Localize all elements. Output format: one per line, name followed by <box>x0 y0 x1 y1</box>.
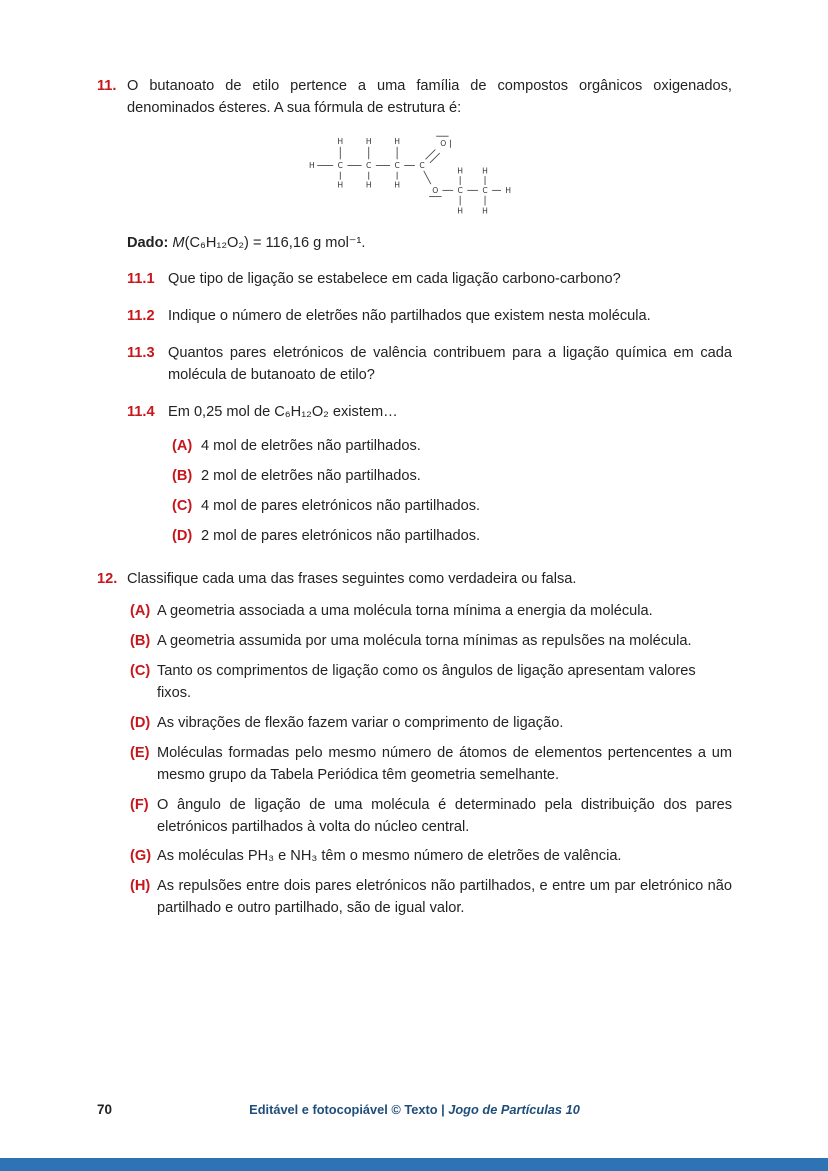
bond-lines <box>317 136 501 205</box>
option-a <box>172 436 732 458</box>
atom-h: H <box>394 180 400 190</box>
option-c <box>172 496 732 518</box>
statement-e <box>130 743 732 787</box>
question-12-text: Classifique cada uma das frases seguintes como verdadeira ou falsa. <box>127 571 577 588</box>
statement-b <box>130 631 732 653</box>
page-footer <box>97 1100 732 1124</box>
atom-h: H <box>337 180 344 190</box>
given-data-line <box>127 233 732 255</box>
statement-text: As moléculas PH₃ e NH₃ têm o mesmo número de eletrões de valência. <box>157 848 622 865</box>
option-d <box>172 526 732 548</box>
option-label: (B) <box>172 467 193 484</box>
atom-h: H <box>482 166 488 176</box>
question-12-body <box>127 569 732 920</box>
statement-h <box>130 876 732 920</box>
footer-credit <box>97 1100 732 1119</box>
atom-labels <box>309 137 511 215</box>
statement-label: (H) <box>130 878 151 895</box>
question-12 <box>97 569 732 920</box>
statement-label: (E) <box>130 744 150 761</box>
atom-h: H <box>337 136 344 146</box>
atom-h: H <box>457 166 464 176</box>
statement-text: A geometria associada a uma molécula torna mínima a energia da molécula. <box>157 603 653 620</box>
statement-text: Tanto os comprimentos de ligação como os ângulos de ligação apresentam valores fixos. <box>157 663 696 702</box>
atom-h: H <box>365 180 372 190</box>
question-11-text: O butanoato de etilo pertence a uma família de compostos orgânicos oxigenados, denominados ésteres. A sua fórmula de estrutura é: <box>127 78 732 116</box>
question-11 <box>97 76 732 547</box>
option-text: 4 mol de eletrões não partilhados. <box>201 437 421 454</box>
statement-c <box>130 661 732 705</box>
footer-credit-text: Editável e fotocopiável © Texto | <box>249 1102 449 1117</box>
subquestion-number: 11.2 <box>127 308 155 325</box>
option-label: (D) <box>172 527 193 544</box>
statement-f <box>130 795 732 839</box>
statement-label: (F) <box>130 796 149 813</box>
statement-a <box>130 601 732 623</box>
subquestion-11-3 <box>127 343 732 387</box>
page-content <box>97 76 732 920</box>
bottom-blue-bar <box>0 1158 828 1171</box>
subquestion-text: Quantos pares eletrónicos de valência contribuem para a ligação química em cada molécula de butanoato de etilo? <box>168 345 732 384</box>
atom-o-carbonyl: O <box>440 138 447 148</box>
statement-label: (A) <box>130 603 151 620</box>
statement-d <box>130 713 732 735</box>
atom-c: C <box>419 160 425 170</box>
option-label: (A) <box>172 437 193 454</box>
statement-label: (G) <box>130 848 152 865</box>
subquestion-11-1 <box>127 269 732 291</box>
question-11-body <box>127 76 732 547</box>
statement-label: (B) <box>130 633 151 650</box>
statement-g <box>130 846 732 868</box>
subquestion-number: 11.3 <box>127 345 155 362</box>
statement-label: (D) <box>130 714 151 731</box>
atom-h: H <box>309 160 315 170</box>
option-text: 2 mol de pares eletrónicos não partilhados. <box>201 527 481 544</box>
option-b <box>172 466 732 488</box>
atom-c: C <box>482 185 488 195</box>
subquestion-text: Indique o número de eletrões não partilhados que existem nesta molécula. <box>168 308 651 325</box>
atom-h: H <box>394 136 400 146</box>
given-label: Dado: <box>127 234 169 251</box>
atom-h: H <box>482 206 488 216</box>
subquestion-text: Que tipo de ligação se estabelece em cada ligação carbono-carbono? <box>168 271 621 288</box>
structural-formula-figure <box>303 130 525 219</box>
option-label: (C) <box>172 497 193 514</box>
atom-h: H <box>505 185 511 195</box>
subquestion-11-4 <box>127 402 732 424</box>
page-number: 70 <box>97 1102 113 1117</box>
question-12-statements <box>130 601 732 920</box>
atom-c: C <box>366 160 372 170</box>
subquestion-text: Em 0,25 mol de C₆H₁₂O₂ existem… <box>168 404 398 421</box>
statement-text: As repulsões entre dois pares eletrónicos não partilhados, e entre um par eletrónico não partilhado e outro partilhado, são de igual valor. <box>157 878 732 917</box>
statement-text: Moléculas formadas pelo mesmo número de átomos de elementos pertencentes a um mesmo grupo da Tabela Periódica têm geometria semelhante. <box>157 744 732 783</box>
statement-text: O ângulo de ligação de uma molécula é determinado pela distribuição dos pares eletrónicos partilhados à volta do núcleo central. <box>157 796 732 835</box>
atom-c: C <box>394 160 400 170</box>
given-value: (C₆H₁₂O₂) = 116,16 g mol⁻¹. <box>184 234 366 251</box>
subquestion-number: 11.1 <box>127 271 155 288</box>
option-text: 2 mol de eletrões não partilhados. <box>201 467 421 484</box>
statement-text: As vibrações de flexão fazem variar o comprimento de ligação. <box>157 714 564 731</box>
subquestion-11-2 <box>127 306 732 328</box>
option-text: 4 mol de pares eletrónicos não partilhados. <box>201 497 481 514</box>
subquestion-number: 11.4 <box>127 404 155 421</box>
question-11-number: 11. <box>97 78 117 94</box>
ethyl-butanoate-structure <box>303 130 525 219</box>
atom-c: C <box>457 185 463 195</box>
atom-c: C <box>337 160 343 170</box>
statement-label: (C) <box>130 663 151 680</box>
atom-h: H <box>365 136 372 146</box>
given-symbol-m: M <box>172 234 185 251</box>
question-12-number: 12. <box>97 571 118 588</box>
question-11-4-options <box>172 436 732 548</box>
atom-o-ester: O <box>432 185 439 195</box>
footer-credit-book-title: Jogo de Partículas 10 <box>448 1102 580 1117</box>
statement-text: A geometria assumida por uma molécula torna mínimas as repulsões na molécula. <box>157 633 692 650</box>
atom-h: H <box>457 206 464 216</box>
